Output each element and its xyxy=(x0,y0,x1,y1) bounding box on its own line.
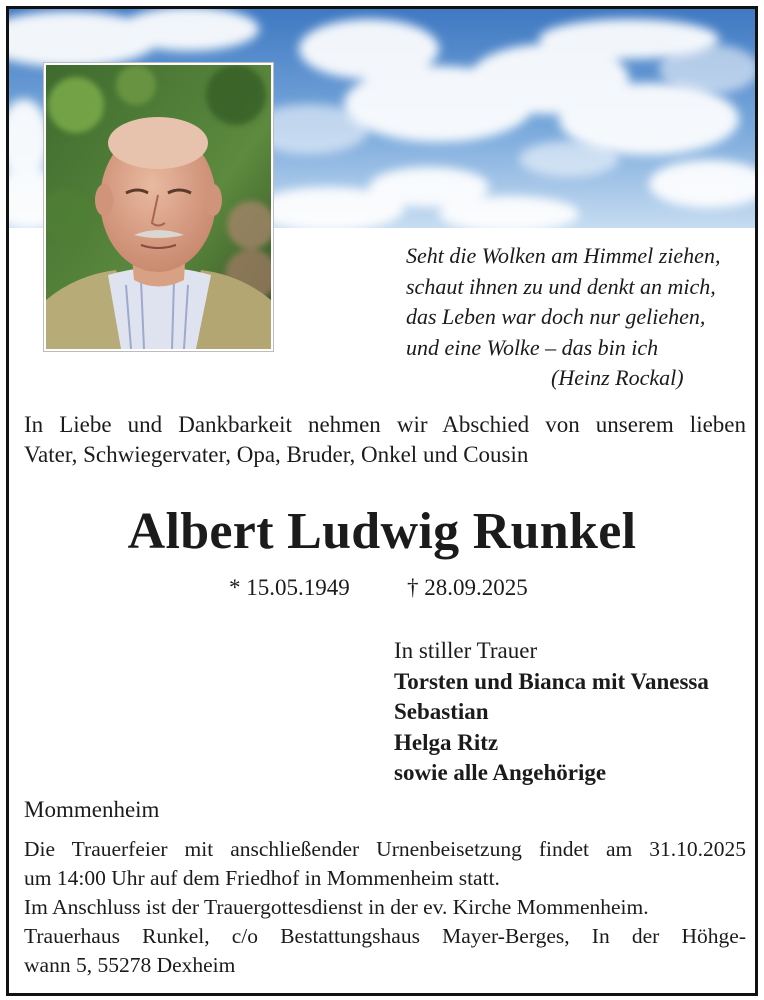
place-name: Mommenheim xyxy=(24,797,160,822)
mourner-name: Helga Ritz xyxy=(394,729,499,755)
notice-line: um 14:00 Uhr auf dem Friedhof in Mommenheim statt. xyxy=(24,866,500,890)
deceased-name: Albert Ludwig Runkel xyxy=(127,503,637,560)
intro-line: Vater, Schwiegervater, Opa, Bruder, Onkel und Cousin xyxy=(24,442,529,467)
birth-date: * 15.05.1949 xyxy=(229,575,350,600)
death-date: † 28.09.2025 xyxy=(407,575,528,600)
notice-line: Im Anschluss ist der Trauergottesdienst in der ev. Kirche Mommenheim. xyxy=(24,895,649,919)
notice-line: wann 5, 55278 Dexheim xyxy=(24,953,236,977)
mourner-name: sowie alle Angehörige xyxy=(394,760,607,785)
poem-line: Seht die Wolken am Himmel ziehen, xyxy=(406,243,721,268)
mourner-name: Torsten und Bianca mit Vanessa xyxy=(394,668,709,694)
intro-line: In Liebe und Dankbarkeit nehmen wir Abschied von unserem lieben xyxy=(24,412,746,437)
obituary-notice xyxy=(6,6,758,996)
poem-line: das Leben war doch nur geliehen, xyxy=(406,304,706,329)
portrait-illustration xyxy=(46,65,271,349)
mourning-heading: In stiller Trauer xyxy=(394,638,538,663)
intro-text xyxy=(24,410,746,470)
poem-line: und eine Wolke – das bin ich xyxy=(406,334,659,360)
funeral-notice xyxy=(24,835,746,980)
notice-line: Die Trauerfeier mit anschließender Urnenbeisetzung findet am 31.10.2025 xyxy=(24,837,746,861)
poem-author: (Heinz Rockal) xyxy=(551,365,684,390)
poem xyxy=(406,241,746,394)
mourners-block xyxy=(394,636,709,789)
poem-line: schaut ihnen zu und denkt an mich, xyxy=(406,273,716,299)
portrait-photo xyxy=(44,63,273,351)
notice-line: Trauerhaus Runkel, c/o Bestattungshaus Mayer-Berges, In der Höhge- xyxy=(24,924,746,948)
mourner-name: Sebastian xyxy=(394,699,489,724)
